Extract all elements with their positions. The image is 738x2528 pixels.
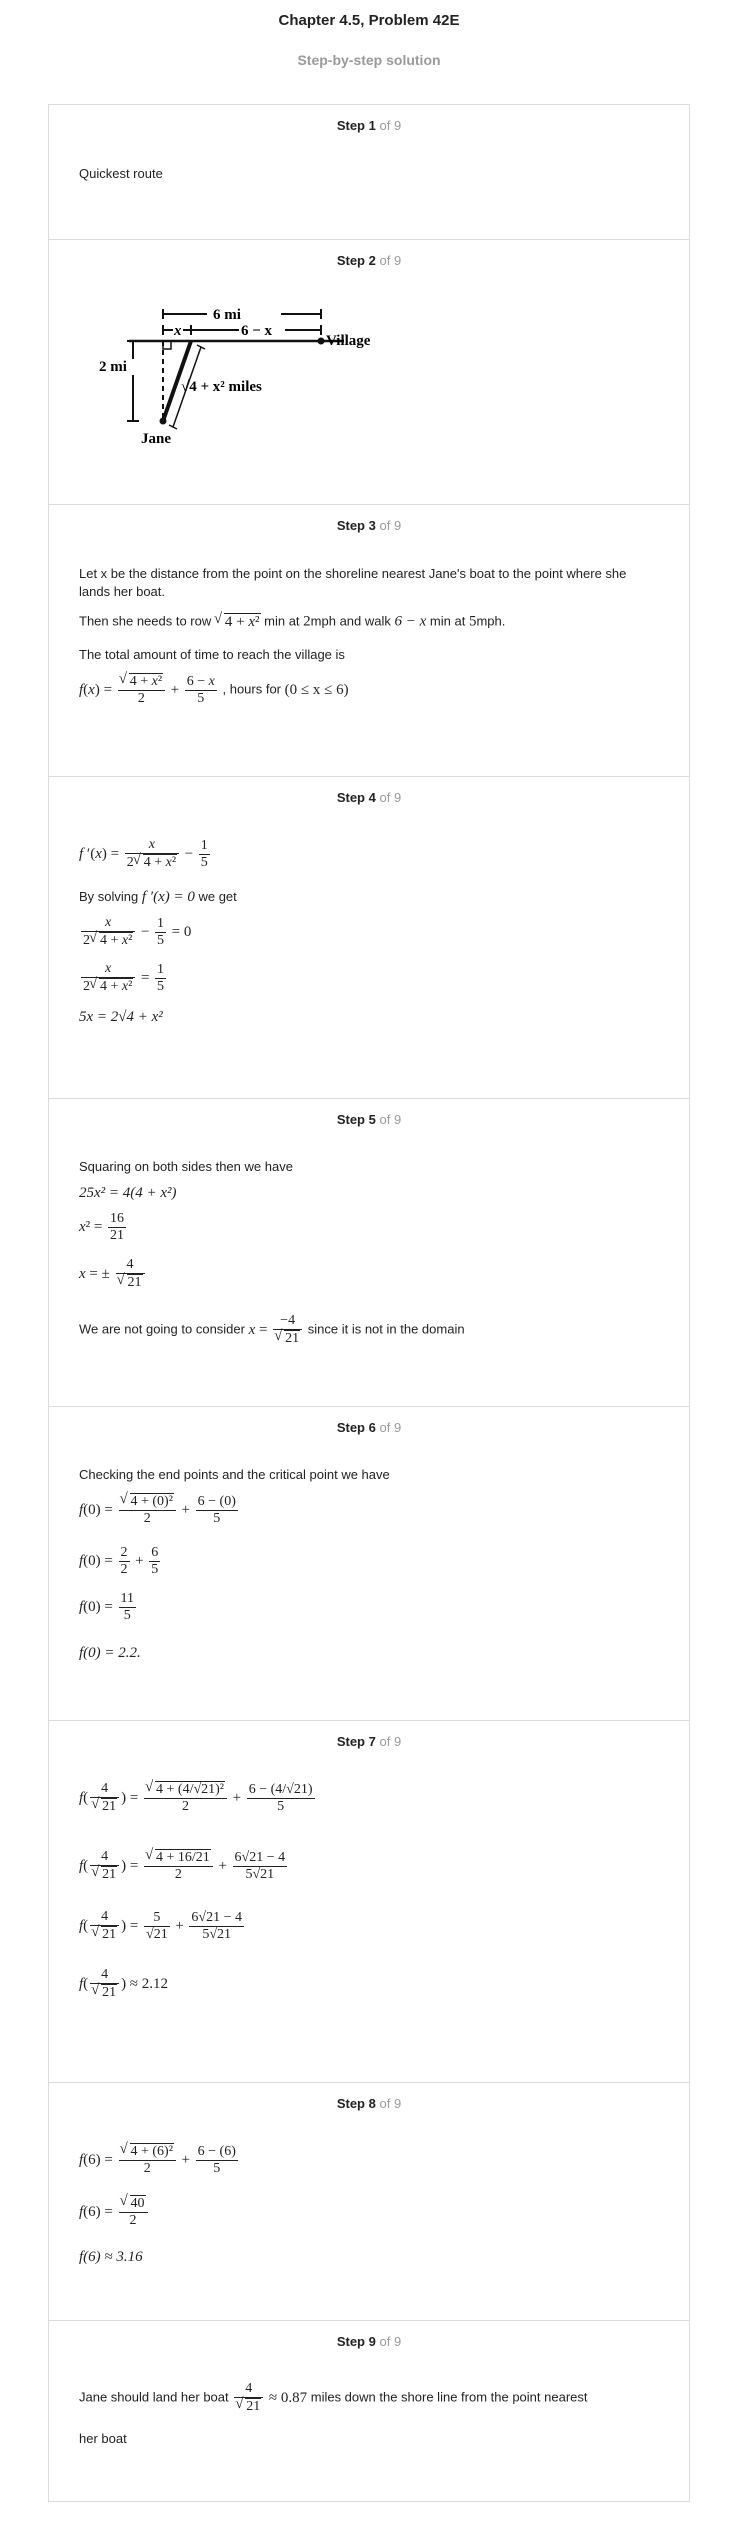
label-jane: Jane (141, 431, 171, 447)
step-3-header: Step 3 of 9 (336, 518, 402, 533)
step-4-eq2: $\frac{x}{\text{2√ 4 + x²}}$ = $\frac{1}{5}$ (79, 961, 168, 995)
step-1-header: Step 1 of 9 (336, 118, 402, 133)
page-subtitle: Step-by-step solution (297, 52, 441, 68)
step-7-eq3: f( 4 √ 21 ) = $\frac{5}{√21}$ + $\frac{6√21 - 4}{5√21}$ (79, 1909, 246, 1943)
step-3-p2: Then she needs to row √ 4 + x² min at 2mph and walk 6 − x min at 5mph. (79, 613, 505, 631)
step-4 (49, 777, 689, 1099)
step-9-header: Step 9 of 9 (336, 2334, 402, 2349)
solution-panel (48, 104, 690, 2502)
step-6-eq3: f(0) = $\frac{11}{5}$ (79, 1591, 134, 1623)
step-3-p1: Let x be the distance from the point on the shoreline nearest Jane's boat to the point where she lands her boat. (79, 566, 627, 599)
step-7-eq1: f( 4 √ 21 ) = √ $\frac{\text{4 + (4/√21)²}}{2}$ + $\frac{6 - (4/√21)}{5}$ (79, 1781, 317, 1815)
step-5-intro: Squaring on both sides then we have (79, 1159, 293, 1174)
label-2mi: 2 mi (99, 359, 127, 375)
label-x: x (174, 323, 182, 339)
step-6-eq1: f(0) = √ $\frac{\text{4 + (0)²}}{2}$ + $\frac{6 - (0)}{5}$ (79, 1493, 240, 1527)
step-2 (49, 240, 689, 505)
label-6-minus-x: 6 − x (241, 323, 273, 339)
step-6-eq4: f(0) = 2.2. (79, 1645, 141, 1661)
step-3-p3: The total amount of time to reach the village is (79, 647, 345, 662)
step-4-derivative: f ′(x) = $\frac{x}{\text{2√ 4 + x²}}$ − $\frac{1}{5}$ (79, 837, 212, 871)
step-4-eq1: $\frac{x}{\text{2√ 4 + x²}}$ − $\frac{1}{5}$ = 0 (79, 915, 191, 949)
step-9 (49, 2321, 689, 2503)
step-6-eq2: f(0) = $\frac{2}{2}$ + $\frac{6}{5}$ (79, 1545, 159, 1577)
step-9-answer-end: her boat (79, 2431, 127, 2446)
label-hyp: √4 + x² miles (181, 379, 262, 395)
label-6mi: 6 mi (213, 307, 241, 323)
step-4-header: Step 4 of 9 (336, 790, 402, 805)
page-title: Chapter 4.5, Problem 42E (278, 12, 460, 29)
step-5-header: Step 5 of 9 (336, 1112, 402, 1127)
step-3 (49, 505, 689, 777)
step-2-header: Step 2 of 9 (336, 253, 402, 268)
step-6-header: Step 6 of 9 (336, 1420, 402, 1435)
step-8 (49, 2083, 689, 2321)
step-4-solving: By solving f ′(x) = 0 we get (79, 889, 237, 905)
step-8-eq2: f(6) = √ $\frac{40}{2}$ (79, 2195, 150, 2229)
boat-diagram (89, 295, 371, 447)
step-7-eq2: f( 4 √ 21 ) = √ $\frac{4 + 16/21}{2}$ + $\frac{6√21 - 4}{5√21}$ (79, 1849, 289, 1883)
step-4-eq3: 5x = 2√4 + x² (79, 1009, 163, 1025)
step-5 (49, 1099, 689, 1407)
step-8-eq1: f(6) = √ $\frac{\text{4 + (6)²}}{2}$ + $\frac{6 - (6)}{5}$ (79, 2143, 240, 2177)
step-1-text: Quickest route (79, 166, 163, 181)
step-6-intro: Checking the end points and the critical point we have (79, 1467, 390, 1482)
step-5-note: We are not going to consider x = −4 √ 21 since it is not in the domain (79, 1313, 465, 1347)
step-5-eq3: x = ± 4 √ 21 (79, 1257, 147, 1291)
step-6 (49, 1407, 689, 1721)
step-1 (49, 105, 689, 240)
step-7-eq4: f( 4 √ 21 ) ≈ 2.12 (79, 1967, 168, 2001)
step-5-eq2: x² = $\frac{16}{21}$ (79, 1211, 125, 1243)
step-5-eq1: 25x² = 4(4 + x²) (79, 1185, 177, 1201)
step-8-header: Step 8 of 9 (336, 2096, 402, 2111)
step-7 (49, 1721, 689, 2083)
step-9-answer: Jane should land her boat 4 √ 21 ≈ 0.87 miles down the shore line from the point nearest (79, 2381, 588, 2415)
label-village: Village (326, 333, 371, 349)
step-7-header: Step 7 of 9 (336, 1734, 402, 1749)
step-8-eq3: f(6) ≈ 3.16 (79, 2249, 143, 2265)
step-3-formula: f(x) = √ $\frac{\text{4 + x²}}{2}$ + $\frac{6 - x}{5}$ , hours for (0 ≤ x ≤ 6) (79, 673, 349, 707)
